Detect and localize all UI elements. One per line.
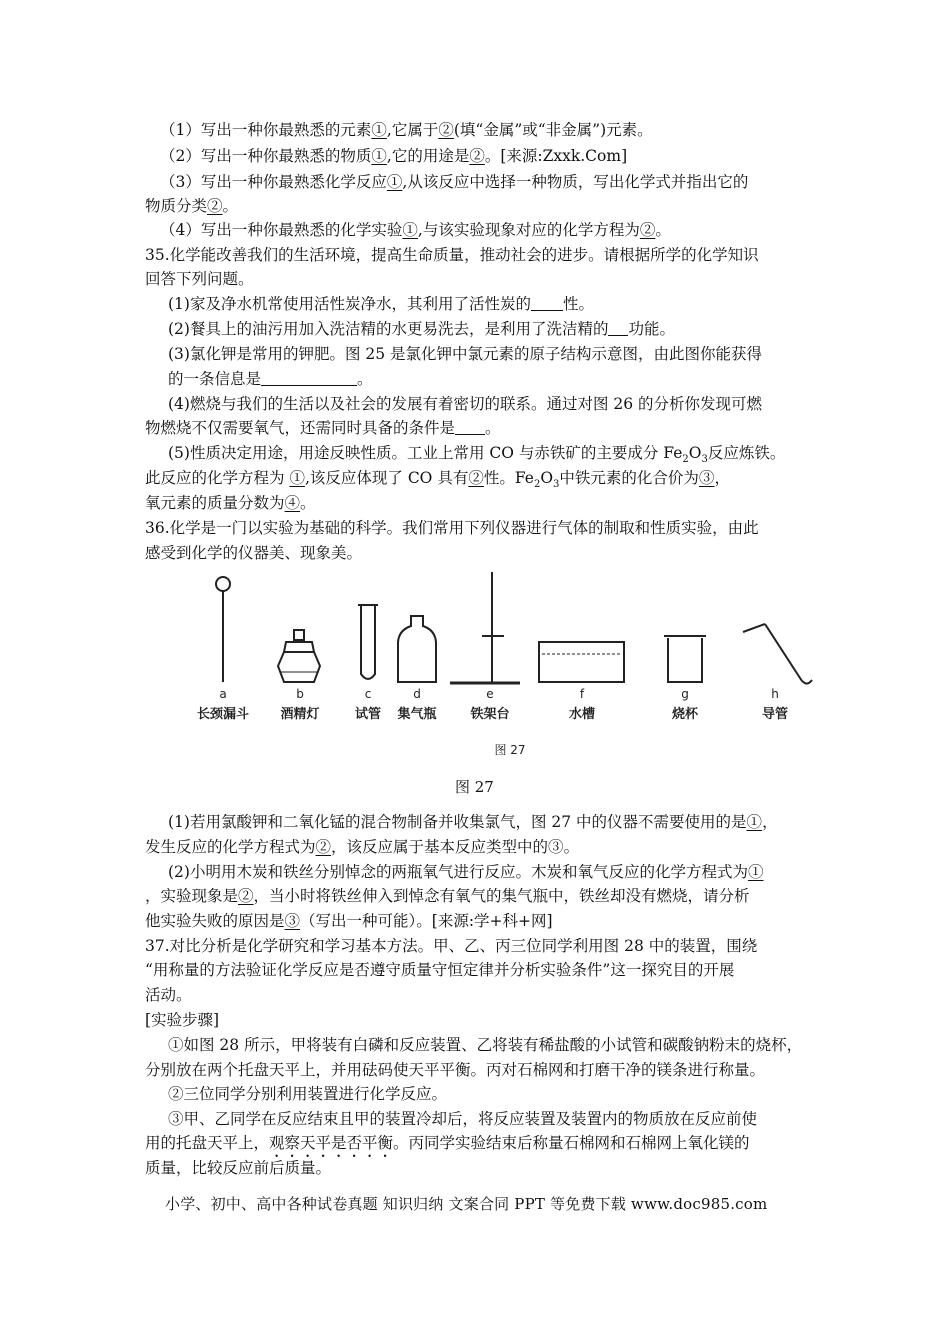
blank: ③: [284, 912, 301, 930]
long-neck-funnel-icon: [216, 577, 230, 682]
blank: ④: [284, 494, 301, 512]
alcohol-lamp-icon: [278, 630, 320, 682]
blank: ②: [438, 121, 454, 139]
svg-text:g: g: [681, 687, 689, 701]
question-35-1: (1)家及净水机常使用活性炭净水，其利用了活性炭的 性。: [168, 295, 594, 313]
blank: ②: [469, 147, 485, 165]
question-35-3: (3)氯化钾是常用的钾肥。图 25 是氯化钾中氯元素的原子结构示意图，由此图你能获得: [168, 345, 763, 363]
svg-text:图 27: 图 27: [494, 743, 526, 757]
apparatus-labels: [197, 687, 788, 757]
question-34-4: （4）写出一种你最熟悉的化学实验①,与该实验现象对应的化学方程为②。: [160, 221, 671, 239]
svg-text:a: a: [219, 687, 227, 701]
blank: ①: [386, 173, 403, 191]
svg-text:d: d: [413, 687, 421, 701]
test-tube-icon: [358, 605, 378, 679]
step-2: ②三位同学分别利用装置进行化学反应。: [168, 1085, 448, 1103]
conduit-tube-icon: [743, 624, 812, 684]
question-35-5-cont2: 氧元素的质量分数为④。: [145, 494, 316, 512]
svg-text:集气瓶: 集气瓶: [397, 707, 437, 722]
question-35-2: (2)餐具上的油污用加入洗洁精的水更易洗去，是利用了洗洁精的 功能。: [168, 320, 675, 338]
svg-text:水槽: 水槽: [568, 707, 596, 722]
svg-text:长颈漏斗: 长颈漏斗: [196, 707, 250, 722]
step-3-cont: 用的托盘天平上，观察天平是否平衡。丙同学实验结束后称量石棉网和石棉网上氧化镁的: [145, 1134, 750, 1152]
step-3: ③甲、乙同学在反应结束且甲的装置冷却后，将反应装置及装置内的物质放在反应前使: [168, 1110, 758, 1128]
question-34-2: （2）写出一种你最熟悉的物质①,它的用途是②。[来源:Zxxk.Com]: [160, 147, 628, 165]
blank: ②: [315, 838, 332, 856]
blank: ①: [746, 813, 763, 831]
blank: ①: [371, 121, 387, 139]
question-36-2: (2)小明用木炭和铁丝分别悼念的两瓶氧气进行反应。木炭和氧气反应的化学方程式为①: [168, 863, 764, 881]
blank: ①: [289, 469, 305, 487]
svg-text:导管: 导管: [761, 707, 789, 722]
svg-text:酒精灯: 酒精灯: [280, 707, 320, 722]
question-36-stem: 36.化学是一门以实验为基础的科学。我们常用下列仪器进行气体的制取和性质实验，由此: [145, 519, 759, 537]
blank: ②: [639, 221, 656, 239]
answer-blank: [455, 419, 485, 435]
question-34-3: （3）写出一种你最熟悉化学反应①,从该反应中选择一种物质，写出化学式并指出它的: [160, 173, 749, 191]
blank: ①: [371, 147, 387, 165]
question-37-stem-cont: “用称量的方法验证化学反应是否遵守质量守恒定律并分析实验条件”这一探究目的开展: [145, 961, 735, 979]
svg-text:f: f: [579, 687, 585, 701]
blank: ③: [698, 469, 715, 487]
blank: ②: [238, 887, 254, 905]
question-36-1-cont: 发生反应的化学方程式为②，该反应属于基本反应类型中的③。: [145, 838, 580, 856]
svg-text:h: h: [771, 687, 779, 701]
answer-blank: [261, 370, 357, 386]
answer-blank: [531, 295, 563, 311]
answer-blank: [608, 320, 628, 336]
question-35-stem-cont: 回答下列问题。: [145, 270, 254, 288]
figure-caption: 图 27: [455, 778, 494, 796]
question-35-stem: 35.化学能改善我们的生活环境，提高生命质量，推动社会的进步。请根据所学的化学知识: [145, 246, 759, 264]
blank: ①: [747, 863, 764, 881]
step-1-cont: 分别放在两个托盘天平上，并用砝码使天平平衡。丙对石棉网和打磨干净的镁条进行称量。: [145, 1061, 766, 1079]
question-36-2-cont: ，实验现象是②，当小时将铁丝伸入到悼念有氧气的集气瓶中，铁丝却没有燃烧，请分析: [145, 887, 750, 905]
question-34-3-cont: 物质分类②。: [145, 197, 239, 215]
question-37-stem-cont2: 活动。: [145, 986, 192, 1004]
question-35-4-cont: 物燃烧不仅需要氧气，还需同时具备的条件是 。: [145, 419, 501, 437]
question-35-3-cont: 的一条信息是 。: [168, 370, 373, 388]
blank: ②: [468, 469, 484, 487]
svg-text:烧杯: 烧杯: [671, 707, 699, 722]
step-3-cont2: 质量，比较反应前后质量。: [145, 1159, 332, 1177]
water-trough-icon: [539, 642, 624, 682]
question-36-2-cont2: 他实验失败的原因是③（写出一种可能）。[来源:学+科+网]: [145, 912, 553, 930]
iron-stand-icon: [450, 572, 520, 683]
blank: ①: [402, 221, 418, 239]
blank: ②: [207, 197, 223, 215]
step-1: ①如图 28 所示，甲将装有白磷和反应装置、乙将装有稀盐酸的小试管和碳酸钠粉末的烧杯，: [168, 1036, 803, 1054]
question-36-1: (1)若用氯酸钾和二氧化锰的混合物制备并收集氯气，图 27 中的仪器不需要使用的是①，: [168, 813, 778, 831]
question-35-5-cont: 此反应的化学方程为 ①,该反应体现了 CO 具有②性。$Fe_2O_3$中铁元素的化合价为③，: [145, 469, 730, 491]
steps-heading: [实验步骤]: [145, 1011, 220, 1029]
svg-text:e: e: [486, 687, 494, 701]
question-35-5: (5)性质决定用途，用途反映性质。工业上常用 CO 与赤铁矿的主要成分 $Fe_2O_3$反应炼铁。: [168, 444, 786, 466]
question-35-4: (4)燃烧与我们的生活以及社会的发展有着密切的联系。通过对图 26 的分析你发现可燃: [168, 395, 763, 413]
beaker-icon: [664, 636, 706, 682]
emphasized-text: 观察天平是否平衡: [269, 1134, 394, 1152]
question-37-stem: 37.对比分析是化学研究和学习基本方法。甲、乙、丙三位同学利用图 28 中的装置，围绕: [145, 937, 758, 955]
question-34-1: （1）写出一种你最熟悉的元素①,它属于②(填“金属”或“非金属”)元素。: [160, 121, 653, 139]
svg-text:试管: 试管: [354, 707, 382, 722]
page-footer: 小学、初中、高中各种试卷真题 知识归纳 文案合同 PPT 等免费下载 www.doc985.com: [165, 1195, 768, 1213]
gas-collecting-bottle-icon: [398, 616, 436, 682]
svg-text:b: b: [296, 687, 304, 701]
lab-apparatus-figure: [190, 570, 830, 770]
svg-text:c: c: [364, 687, 372, 701]
question-36-stem-cont: 感受到化学的仪器美、现象美。: [145, 544, 363, 562]
svg-text:铁架台: 铁架台: [470, 707, 510, 722]
